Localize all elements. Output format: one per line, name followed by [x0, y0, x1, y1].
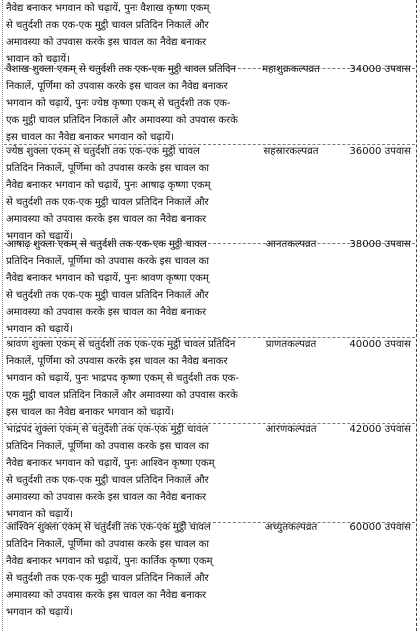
- vrat-name: आनतकल्पव्रत: [265, 239, 317, 250]
- left-border: [2, 0, 3, 631]
- vrat-name: प्राणतकल्पव्रत: [265, 339, 317, 350]
- vrat-name: सहस्रारकल्पव्रत: [263, 146, 319, 157]
- fast-count: 34000 उपवास: [349, 64, 411, 75]
- fast-count: 60000 उपवास: [349, 522, 411, 533]
- row-description: आषाढ़ शुक्ला एकम् से चतुर्दशी तक एक-एक मुट्ठी चावल प्रतिदिन निकालें, पूर्णिमा को उपवास करके इस चावल का नैवेद्य बनाकर भगवान को चढ़ायें, पुनः श्रावण कृष्णा एकम् से चतुर्दशी तक एक-एक मुट्ठी चावल प्रतिदिन निकालें और अमावस्या को उपवास करके इस चावल का नैवेद्य बनाकर भगवान को चढ़ायें।: [6, 239, 209, 335]
- fast-count: 38000 उपवास: [349, 239, 411, 250]
- vrat-name: अच्युतकल्पव्रत: [264, 522, 318, 533]
- row-description: भाद्रपद शुक्ला एकम् से चतुर्दशी तक एक-एक मुट्ठी चावल प्रतिदिन निकालें, पूर्णिमा को उपवास करके इस चावल का नैवेद्य बनाकर भगवान को चढ़ायें, पुनः आश्विन कृष्णा एकम् से चतुर्दशी तक एक-एक मुट्ठी चावल प्रतिदिन निकालें और अमावस्या को उपवास करके इस चावल का नैवेद्य बनाकर भगवान को चढ़ायें।: [6, 424, 215, 520]
- fast-count: 36000 उपवास: [349, 146, 411, 157]
- row-description: वैशाख शुक्ला एकम् से चतुर्दशी तक एक-एक मुट्ठी चावल प्रतिदिन निकालें, पूर्णिमा को उपवास करके इस चावल का नैवेद्य बनाकर भगवान को चढ़ायें, पुनः ज्येष्ठ कृष्णा एकम् से चतुर्दशी तक एक- एक मुट्ठी चावल प्रतिदिन निकालें और अमावस्या को उपवास करके इस चावल का नैवेद्य बनाकर भगवान को चढ़ायें।: [6, 64, 238, 143]
- fast-count: 40000 उपवास: [349, 339, 411, 350]
- right-border: [416, 0, 417, 631]
- row-description: ज्येष्ठ शुक्ला एकम् से चतुर्दशी तक एक-एक मुट्ठी चावल प्रतिदिन निकालें, पूर्णिमा को उपवास करके इस चावल का नैवेद्य बनाकर भगवान को चढ़ायें, पुनः आषाढ़ कृष्णा एकम् से चतुर्दशी तक एक-एक मुट्ठी चावल प्रतिदिन निकालें और अमावस्या को उपवास करके इस चावल का नैवेद्य बनाकर भगवान को चढ़ायें।: [6, 146, 211, 242]
- vrat-name: आरणकल्पव्रत: [265, 424, 317, 435]
- top-fragment-text: नैवेद्य बनाकर भगवान को चढ़ायें, पुनः वैशाख कृष्णा एकम् से चतुर्दशी तक एक-एक मुट्ठी चावल प्रतिदिन निकालें और अमावस्या को उपवास करके इस चावल का नैवेद्य बनाकर भावान को चढ़ायें।: [6, 3, 210, 65]
- row-description: आश्विन शुक्ला एकम् से चतुर्दशी तक एक-एक मुट्ठी चावल प्रतिदिन निकालें, पूर्णिमा को उपवास करके इस चावल का नैवेद्य बनाकर भगवान को चढ़ायें, पुनः कार्तिक कृष्णा एकम् से चतुर्दशी तक एक-एक मुट्ठी चावल प्रतिदिन निकालें और अमावस्या को उपवास करके इस चावल का नैवेद्य बनाकर भगवान को चढ़ायें।: [6, 522, 213, 618]
- row-description: श्रावण शुक्ला एकम् से चतुर्दशी तक एक-एक मुट्ठी चावल प्रतिदिन निकालें, पूर्णिमा को उपवास करके इस चावल का नैवेद्य बनाकर भगवान को चढ़ायें, पुनः भाद्रपद कृष्णा एकम् से चतुर्दशी तक एक- एक मुट्ठी चावल प्रतिदिन निकालें और अमावस्या को उपवास करके इस चावल का नैवेद्य बनाकर भगवान को चढ़ायें।: [6, 339, 239, 418]
- fast-count: 42000 उपवास: [349, 424, 411, 435]
- vrat-name: महाशुक्रकल्पव्रत: [262, 64, 320, 75]
